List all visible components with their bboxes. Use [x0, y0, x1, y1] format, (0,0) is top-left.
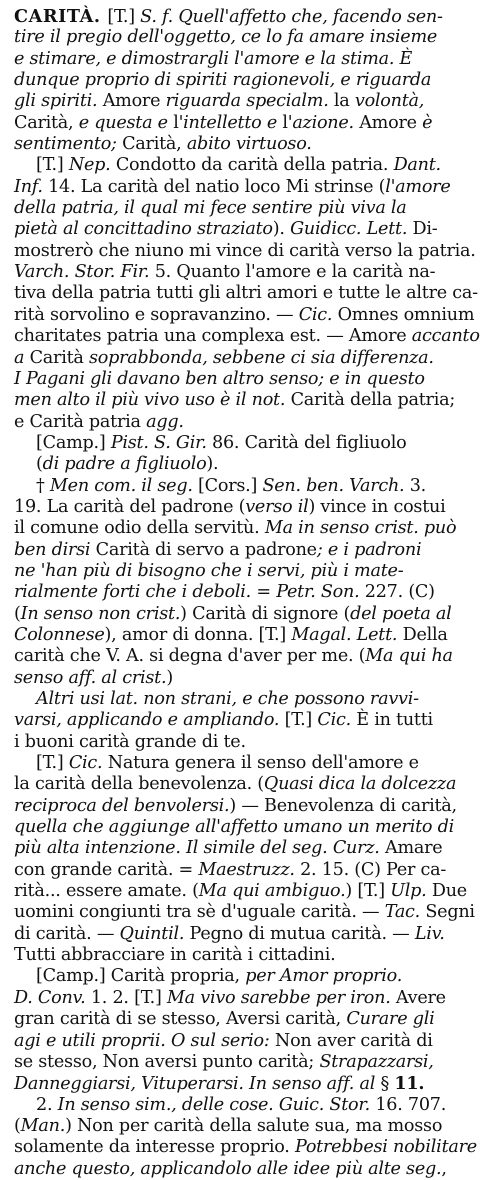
roman-text: il comune odio della servitù. — [14, 518, 265, 539]
roman-text: l' — [282, 112, 293, 133]
entry-line — [14, 945, 460, 966]
entry-line — [14, 113, 460, 134]
italic-text: Ma qui ha — [365, 646, 453, 667]
entry-line — [14, 1116, 460, 1137]
entry-line — [14, 262, 460, 283]
entry-line — [14, 390, 460, 411]
roman-text: mostrerò che niuno mi vince di carità verso la patria. — [14, 240, 476, 261]
roman-text: 5. Quanto l'amore e la carità na- — [154, 262, 436, 283]
roman-text: Della — [402, 624, 448, 645]
italic-text: reciproca del benvolersi. — [14, 795, 230, 816]
roman-text: , — [441, 1158, 447, 1179]
roman-text: se stesso, Non aversi punto carità; — [14, 1051, 320, 1072]
roman-text: e Carità patria — [14, 411, 147, 432]
roman-text: la carità della benevolenza. ( — [14, 774, 264, 795]
roman-text: ( — [14, 1115, 21, 1136]
roman-text: [Camp.] Carità propria, — [36, 966, 246, 987]
italic-text: D. Conv. — [14, 987, 91, 1008]
entry-line — [14, 924, 460, 945]
entry-line — [14, 1031, 460, 1052]
entry-line — [14, 753, 460, 774]
entry-line — [14, 240, 476, 262]
roman-text: rità... essere amate. ( — [14, 881, 199, 902]
entry-line — [14, 454, 460, 475]
entry-line — [14, 1159, 460, 1180]
italic-text: men alto il più vivo uso è il not. — [14, 390, 291, 411]
roman-text: ) — Benevolenza di carità, — [229, 795, 457, 816]
roman-text: 19. La carità del padrone ( — [14, 496, 246, 517]
roman-text: ) — [166, 667, 173, 688]
italic-text: Petr. Son. — [276, 582, 365, 603]
italic-text: Maestruzz. — [198, 859, 301, 880]
italic-text: azione. — [292, 112, 360, 133]
entry-line — [14, 27, 460, 48]
roman-text: Avere — [395, 987, 446, 1008]
entry-line — [14, 561, 460, 582]
italic-text: ne 'han più di bisogno che i servi, più i mate- — [14, 560, 404, 581]
entry-line — [14, 134, 460, 155]
italic-text: Strapazzarsi, — [319, 1051, 434, 1072]
entry-line — [14, 902, 475, 923]
roman-text: Pegno di mutua carità. — — [189, 923, 415, 944]
entry-line — [14, 348, 460, 369]
roman-text: 3. — [409, 475, 427, 496]
entry-line — [14, 91, 460, 112]
italic-text: anche questo, applicandolo alle idee più alte seg. — [14, 1158, 442, 1179]
italic-text: quella che aggiunge all'affetto umano un merito di — [14, 817, 454, 838]
italic-text: Quasi dica la dolcezza — [263, 774, 457, 795]
italic-text: varsi, applicando e ampliando. — [14, 710, 285, 731]
entry-line — [14, 604, 460, 625]
italic-text: riguarda specialm. — [165, 91, 334, 112]
italic-text: della patria, il qual mi fece sentire più viva la — [14, 198, 407, 219]
entry-line — [14, 518, 460, 539]
entry-line — [14, 646, 460, 667]
roman-text: ). — [272, 219, 291, 240]
roman-text: Tutti abbracciare in carità i cittadini. — [14, 945, 336, 966]
roman-text: Di- — [412, 219, 438, 240]
entry-line — [14, 70, 460, 91]
entry-line — [14, 177, 460, 198]
italic-text: pietà al concittadino straziato — [14, 219, 273, 240]
italic-text: Curare gli — [346, 1009, 435, 1030]
entry-line — [14, 497, 460, 518]
italic-text: Liv. — [414, 923, 445, 944]
italic-text: del poeta al — [350, 603, 452, 624]
roman-text: 2. 15. (C) Per ca- — [300, 859, 447, 880]
roman-text: ( — [36, 454, 43, 475]
italic-text: Pist. S. Gir. — [110, 432, 213, 453]
roman-text: Amore — [359, 112, 423, 133]
entry-line — [14, 881, 467, 902]
italic-text: e questa e — [78, 112, 174, 133]
entry-line — [14, 1137, 477, 1158]
roman-text: i buoni carità grande di te. — [14, 731, 246, 752]
roman-text: ) Non per carità della salute sua, ma mosso — [65, 1115, 443, 1136]
entry-line — [14, 710, 460, 731]
italic-text: l'amore — [385, 176, 451, 197]
roman-text: Omnes omnium — [337, 304, 475, 325]
entry-line — [14, 625, 460, 646]
entry-line — [14, 198, 460, 219]
italic-text: tire il pregio dell'oggetto, ce lo fa amare insieme — [14, 27, 438, 48]
italic-text: Cic. — [317, 710, 357, 731]
entry-line — [14, 155, 460, 176]
roman-text: [Camp.] — [36, 432, 111, 453]
entry-line — [14, 369, 460, 390]
roman-text: § — [380, 1074, 395, 1095]
entry-line — [14, 689, 460, 710]
italic-text: I Pagani gli davano ben altro senso; e in questo — [14, 368, 425, 389]
entry-line — [14, 219, 460, 240]
roman-text: ). — [206, 454, 219, 475]
italic-text: soprabbonda, sebbene ci sia differenza. — [88, 347, 434, 368]
entry-line — [14, 966, 460, 987]
italic-text: Quintil. — [119, 923, 190, 944]
roman-text: 14. La carità del natio loco Mi strinse ( — [48, 176, 386, 197]
entry-line — [14, 774, 460, 795]
entry-line — [14, 838, 460, 859]
entry-line — [14, 860, 460, 881]
roman-text: [T.] — [107, 7, 141, 27]
roman-text: 1. 2. [T.] — [90, 987, 167, 1008]
italic-text: più alta intenzione. Il simile del seg. Curz. — [14, 838, 385, 859]
entry-line — [14, 1073, 460, 1094]
roman-text: charitates patria una complexa est. — Amore — [14, 326, 412, 347]
italic-text: Sen. ben. Varch. — [262, 475, 410, 496]
roman-text: uomini congiunti tra sè d'uguale carità. — — [14, 902, 385, 923]
roman-text: Carità di servo a padrone — [95, 539, 317, 560]
entry-line — [14, 988, 460, 1009]
roman-text: Carità della patria; — [290, 390, 456, 411]
dictionary-entry-carita — [14, 6, 480, 1180]
roman-text: Carità — [29, 347, 89, 368]
italic-text: Ma vivo sarebbe per iron. — [166, 987, 396, 1008]
roman-text: Non aver carità di — [274, 1030, 433, 1051]
roman-text: con grande carità. = — [14, 859, 199, 880]
italic-text: In senso non crist. — [20, 603, 181, 624]
entry-line — [14, 6, 460, 27]
italic-text: Ma in senso crist. può — [264, 518, 457, 539]
roman-text: Amore — [102, 91, 166, 112]
italic-text: per Amor proprio. — [245, 966, 403, 987]
roman-text: Natura genera il senso dell'amore e — [107, 753, 419, 774]
entry-line — [14, 582, 460, 603]
italic-text: accanto — [411, 326, 480, 347]
italic-text: Cic. — [298, 304, 338, 325]
italic-text: Magal. Lett. — [291, 624, 403, 645]
entry-line — [14, 796, 460, 817]
entry-line — [14, 304, 475, 326]
italic-text: Dant. — [393, 155, 441, 176]
italic-text: S. f. Quell'affetto che, facendo sen- — [140, 7, 443, 27]
roman-text: † — [36, 475, 50, 496]
roman-text: 86. Carità del figliuolo — [212, 432, 407, 453]
entry-line — [14, 1009, 460, 1030]
italic-text: Varch. Stor. Fir. — [14, 262, 155, 283]
roman-text: Segni — [425, 902, 475, 923]
italic-text: di padre a figliuolo — [42, 454, 207, 475]
italic-text: volontà, — [354, 91, 425, 112]
entry-line — [14, 540, 460, 561]
italic-text: rialmente forti che i deboli. — [14, 582, 257, 603]
entry-line — [14, 732, 460, 753]
roman-text: [T.] — [36, 753, 69, 774]
italic-text: Guidicc. Lett. — [290, 219, 413, 240]
italic-text: Inf. — [14, 176, 49, 197]
italic-text: Nep. — [68, 155, 116, 176]
italic-text: agi e utili proprii. O sul serio: — [14, 1030, 275, 1051]
italic-text: agg. — [146, 411, 184, 432]
italic-text: Men com. il seg. — [49, 475, 199, 496]
italic-text: gli spiriti. — [14, 91, 103, 112]
italic-text: Colonnese — [14, 624, 105, 645]
italic-text: Danneggiarsi, Vituperarsi. In senso aff. al — [14, 1074, 381, 1095]
italic-text: Man. — [20, 1115, 66, 1136]
italic-text: ; e i padroni — [316, 539, 422, 560]
entry-line — [14, 283, 478, 304]
roman-text: la — [333, 91, 355, 112]
roman-text: È in tutti — [356, 710, 433, 731]
entry-line — [14, 817, 460, 838]
roman-text: Carità, — [14, 112, 79, 133]
entry-line — [14, 433, 460, 454]
roman-text: [T.] — [36, 155, 69, 176]
roman-text: [T.] — [284, 710, 318, 731]
roman-text: solamente da interesse proprio. — [14, 1137, 295, 1158]
roman-text: l' — [173, 112, 184, 133]
roman-text: tiva della patria tutti gli altri amori e tutte le altre ca- — [14, 283, 478, 304]
italic-text: Cic. — [68, 753, 108, 774]
roman-text: [Cors.] — [198, 475, 263, 496]
italic-text: Ma qui ambiguo. — [198, 881, 346, 902]
roman-text: 11. — [394, 1073, 425, 1095]
roman-text: Carità, — [122, 134, 187, 155]
roman-text: gran carità di se stesso, Aversi carità, — [14, 1009, 347, 1030]
roman-text: 16. 707. — [375, 1094, 447, 1115]
roman-text: Amare — [384, 838, 443, 859]
roman-text: 2. — [36, 1094, 58, 1115]
italic-text: verso il — [245, 496, 309, 517]
roman-text: ) vince in costui — [308, 496, 446, 517]
roman-text: ), amor di donna. [T.] — [104, 624, 292, 645]
italic-text: In senso sim., delle cose. Guic. Stor. — [57, 1094, 376, 1115]
roman-text: rità sorvolino e sopravanzino. — — [14, 304, 299, 325]
italic-text: dunque proprio di spiriti ragionevoli, e riguarda — [14, 70, 432, 91]
italic-text: sentimento; — [14, 134, 123, 155]
italic-text: Tac. — [384, 902, 426, 923]
roman-text: Condotto da carità della patria. — [115, 155, 394, 176]
italic-text: è — [422, 112, 433, 133]
entry-line — [14, 1052, 460, 1073]
italic-text: Altri usi lat. non strani, e che possono ravvi- — [36, 689, 419, 709]
headword: CARITÀ. — [14, 6, 108, 27]
entry-line — [14, 668, 460, 689]
roman-text: carità che V. A. si degna d'aver per me. ( — [14, 646, 366, 667]
italic-text: abito virtuoso. — [186, 134, 312, 155]
italic-text: e stimare, e dimostrargli l'amore e la stima. È — [14, 48, 413, 69]
roman-text: Due — [431, 881, 467, 902]
entry-line — [14, 476, 460, 497]
italic-text: a — [14, 347, 30, 368]
roman-text: 227. (C) — [364, 582, 435, 603]
entry-line — [14, 49, 460, 70]
roman-text: di carità. — — [14, 923, 120, 944]
italic-text: senso aff. al crist. — [14, 667, 167, 688]
roman-text: ) Carità di signore ( — [180, 603, 351, 624]
roman-text: ) [T.] — [345, 881, 391, 902]
roman-text: ( — [14, 603, 21, 624]
italic-text: intelletto e — [183, 112, 283, 133]
entry-line — [14, 412, 460, 433]
italic-text: ben dirsi — [14, 539, 96, 560]
italic-text: Ulp. — [390, 881, 432, 902]
entry-line — [14, 326, 480, 347]
roman-text: = — [256, 582, 277, 603]
italic-text: Potrebbesi nobilitare — [294, 1137, 477, 1158]
entry-line — [14, 1095, 460, 1116]
